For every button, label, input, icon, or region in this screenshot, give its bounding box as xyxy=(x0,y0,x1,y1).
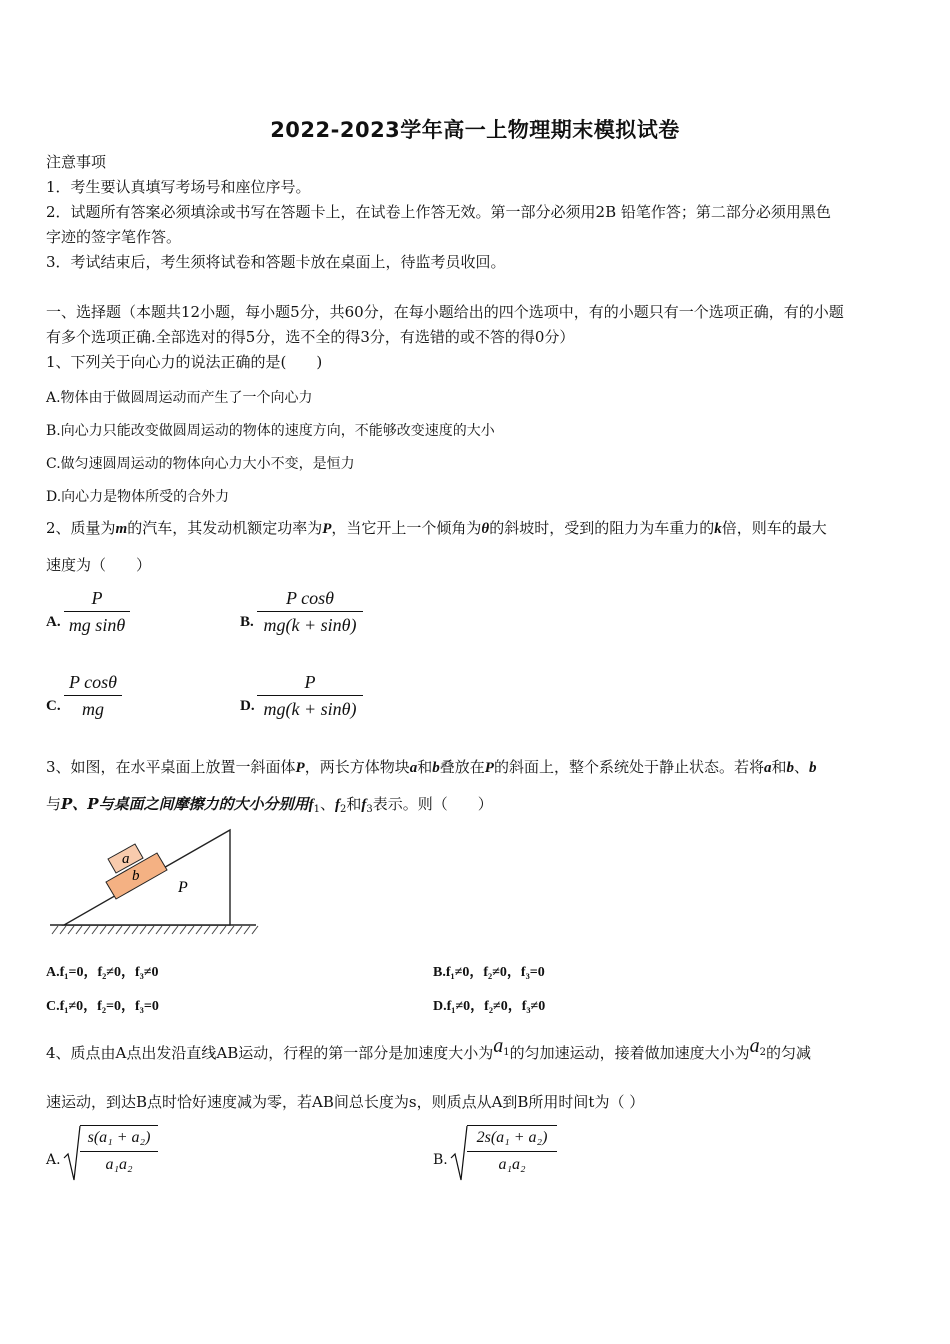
sqrt-icon xyxy=(449,1124,469,1184)
q2-stem-b: 的汽车，其发动机额定功率为 xyxy=(127,519,323,537)
q3-f1: f xyxy=(308,797,314,813)
section-heading-line2: 有多个选项正确.全部选对的得5分，选不全的得3分，有选错的或不答的得0分） xyxy=(46,328,575,346)
q4-option-a-den: a₁a₂ xyxy=(105,1156,133,1173)
q3-var-b: b xyxy=(432,760,440,776)
q2-option-b-fraction xyxy=(257,586,363,637)
q3-option-b: B.f₁≠0，f₂≠0，f₃=0 xyxy=(433,965,545,980)
q4-stem-line2: 速运动，到达B点时恰好速度减为零，若AB间总长度为s，则质点从A到B所用时间t为（ ） xyxy=(46,1093,645,1111)
q2-stem-e: 倍，则车的最大 xyxy=(721,519,827,537)
q3-var-b2: b xyxy=(786,760,794,776)
q4-stem-a: 4、质点由A点出发沿直线AB运动，行程的第一部分是加速度大小为 xyxy=(46,1044,494,1062)
q3-var-a2: a xyxy=(763,760,772,776)
q3-var-b3: b xyxy=(808,760,817,776)
q2-var-theta: θ xyxy=(481,521,490,537)
q2-option-b-num: P cosθ xyxy=(285,588,334,608)
notice-heading: 注意事项 xyxy=(46,153,107,171)
q2-option-a-den: mg sinθ xyxy=(68,615,126,635)
q3-line2-prefix: 与 xyxy=(46,795,62,813)
q4-option-b-den: a₁a₂ xyxy=(498,1156,526,1173)
q3-var-a: a xyxy=(409,760,418,776)
q3-line2-end: 表示。则（ ） xyxy=(372,795,493,813)
q3-and2: 和 xyxy=(771,758,787,776)
q1-stem: 1、下列关于向心力的说法正确的是( ) xyxy=(46,353,323,371)
q4-a1: a xyxy=(493,1035,504,1057)
q4-option-a-label: A. xyxy=(46,1152,61,1168)
q2-var-p: P xyxy=(322,521,332,537)
q2-stem-a: 2、质量为 xyxy=(46,519,116,537)
q3-var-p2: P xyxy=(484,760,494,776)
label-p: P xyxy=(178,879,188,896)
q3-sep: 、 xyxy=(793,758,809,776)
q3-option-d: D.f₁≠0，f₂≠0，f₃≠0 xyxy=(433,999,546,1014)
q1-option-b: B.向心力只能改变做圆周运动的物体的速度方向，不能够改变速度的大小 xyxy=(46,423,495,439)
q4-option-a-fraction xyxy=(80,1126,158,1177)
q3-f2: f xyxy=(334,797,340,813)
q2-option-a-label: A. xyxy=(46,614,61,630)
q3-line2-main: P、P与桌面之间摩擦力的大小分别用 xyxy=(61,795,309,813)
q3-stem-b: ，两长方体物块 xyxy=(304,758,410,776)
q3-var-p: P xyxy=(295,760,305,776)
q4-stem-c: 的匀减 xyxy=(766,1044,812,1062)
q3-and: 和 xyxy=(417,758,433,776)
q2-option-c-label: C. xyxy=(46,698,61,714)
section-heading-line1: 一、选择题（本题共12小题，每小题5分，共60分，在每小题给出的四个选项中，有的小题只有一个选项正确，有的小题 xyxy=(46,303,844,321)
notice-item-2-cont: 字迹的签字笔作答。 xyxy=(46,228,182,246)
q3-stem-line1 xyxy=(46,757,816,778)
q4-a2: a xyxy=(749,1035,760,1057)
q2-option-d-den: mg(k + sinθ) xyxy=(263,699,357,719)
q4-option-a-num: s(a₁ + a₂) xyxy=(87,1129,151,1146)
q3-f3: f xyxy=(361,797,367,813)
q1-option-a: A.物体由于做圆周运动而产生了一个向心力 xyxy=(46,390,313,406)
q3-stem-c: 叠放在 xyxy=(439,758,485,776)
q4-option-b-label: B. xyxy=(433,1152,448,1168)
q3-option-c: C.f₁≠0，f₂=0，f₃=0 xyxy=(46,999,159,1014)
q2-option-d-label: D. xyxy=(240,698,255,714)
q1-option-d: D.向心力是物体所受的合外力 xyxy=(46,489,230,505)
q4-stem-line1: 4、质点由A点出发沿直线AB运动，行程的第一部分是加速度大小为$a^1$的匀加速运动，接着做加速度大小为$a^2$的匀减 xyxy=(46,1035,812,1062)
fraction-bar xyxy=(257,611,363,612)
q2-option-d-num: P xyxy=(304,672,316,692)
q2-stem-line2: 速度为（ ） xyxy=(46,556,152,574)
q3-stem-a: 3、如图，在水平桌面上放置一斜面体 xyxy=(46,758,296,776)
fraction-bar xyxy=(64,611,130,612)
label-a: a xyxy=(122,851,130,867)
q3-option-a: A.f₁=0，f₂≠0，f₃≠0 xyxy=(46,965,159,980)
q2-option-a-fraction xyxy=(64,586,130,637)
notice-item-2: 2．试题所有答案必须填涂或书写在答题卡上，在试卷上作答无效。第一部分必须用2B 铅笔作答；第二部分必须用黑色 xyxy=(46,203,831,221)
sqrt-icon xyxy=(62,1124,82,1184)
label-b: b xyxy=(132,868,140,884)
q3-stem-d: 的斜面上，整个系统处于静止状态。若将 xyxy=(493,758,764,776)
q3-stem-line2: 与P、P与桌面之间摩擦力的大小分别用$f_1$、$f_2$和$f_3$表示。则（ ） xyxy=(46,795,493,815)
q2-option-b-den: mg(k + sinθ) xyxy=(263,615,357,635)
q2-var-k: k xyxy=(714,521,722,537)
q4-stem-b: 的匀加速运动，接着做加速度大小为 xyxy=(509,1044,750,1062)
table-hatching xyxy=(52,926,258,934)
q3-incline-figure xyxy=(46,826,260,938)
notice-item-1: 1．考生要认真填写考场号和座位序号。 xyxy=(46,178,311,196)
q1-option-c: C.做匀速圆周运动的物体向心力大小不变，是恒力 xyxy=(46,456,355,472)
q2-option-c-num: P cosθ xyxy=(68,672,117,692)
q2-option-c-den: mg xyxy=(82,699,104,719)
q4-option-b-fraction xyxy=(467,1126,557,1177)
q2-stem-line1 xyxy=(46,518,827,539)
q4-option-b-num: 2s(a₁ + a₂) xyxy=(476,1129,548,1146)
fraction-bar xyxy=(64,695,122,696)
page-title: 2022-2023学年高一上物理期末模拟试卷 xyxy=(270,118,680,142)
q2-option-b-label: B. xyxy=(240,614,254,630)
q2-option-d-fraction xyxy=(257,670,363,721)
fraction-bar xyxy=(467,1151,557,1152)
q2-option-c-fraction xyxy=(64,670,122,721)
fraction-bar xyxy=(80,1151,158,1152)
notice-item-3: 3．考试结束后，考生须将试卷和答题卡放在桌面上，待监考员收回。 xyxy=(46,253,506,271)
q2-var-m: m xyxy=(115,521,128,537)
q2-option-a-num: P xyxy=(91,588,103,608)
q2-stem-d: 的斜坡时，受到的阻力为车重力的 xyxy=(489,519,715,537)
q2-stem-c: ，当它开上一个倾角为 xyxy=(331,519,482,537)
fraction-bar xyxy=(257,695,363,696)
